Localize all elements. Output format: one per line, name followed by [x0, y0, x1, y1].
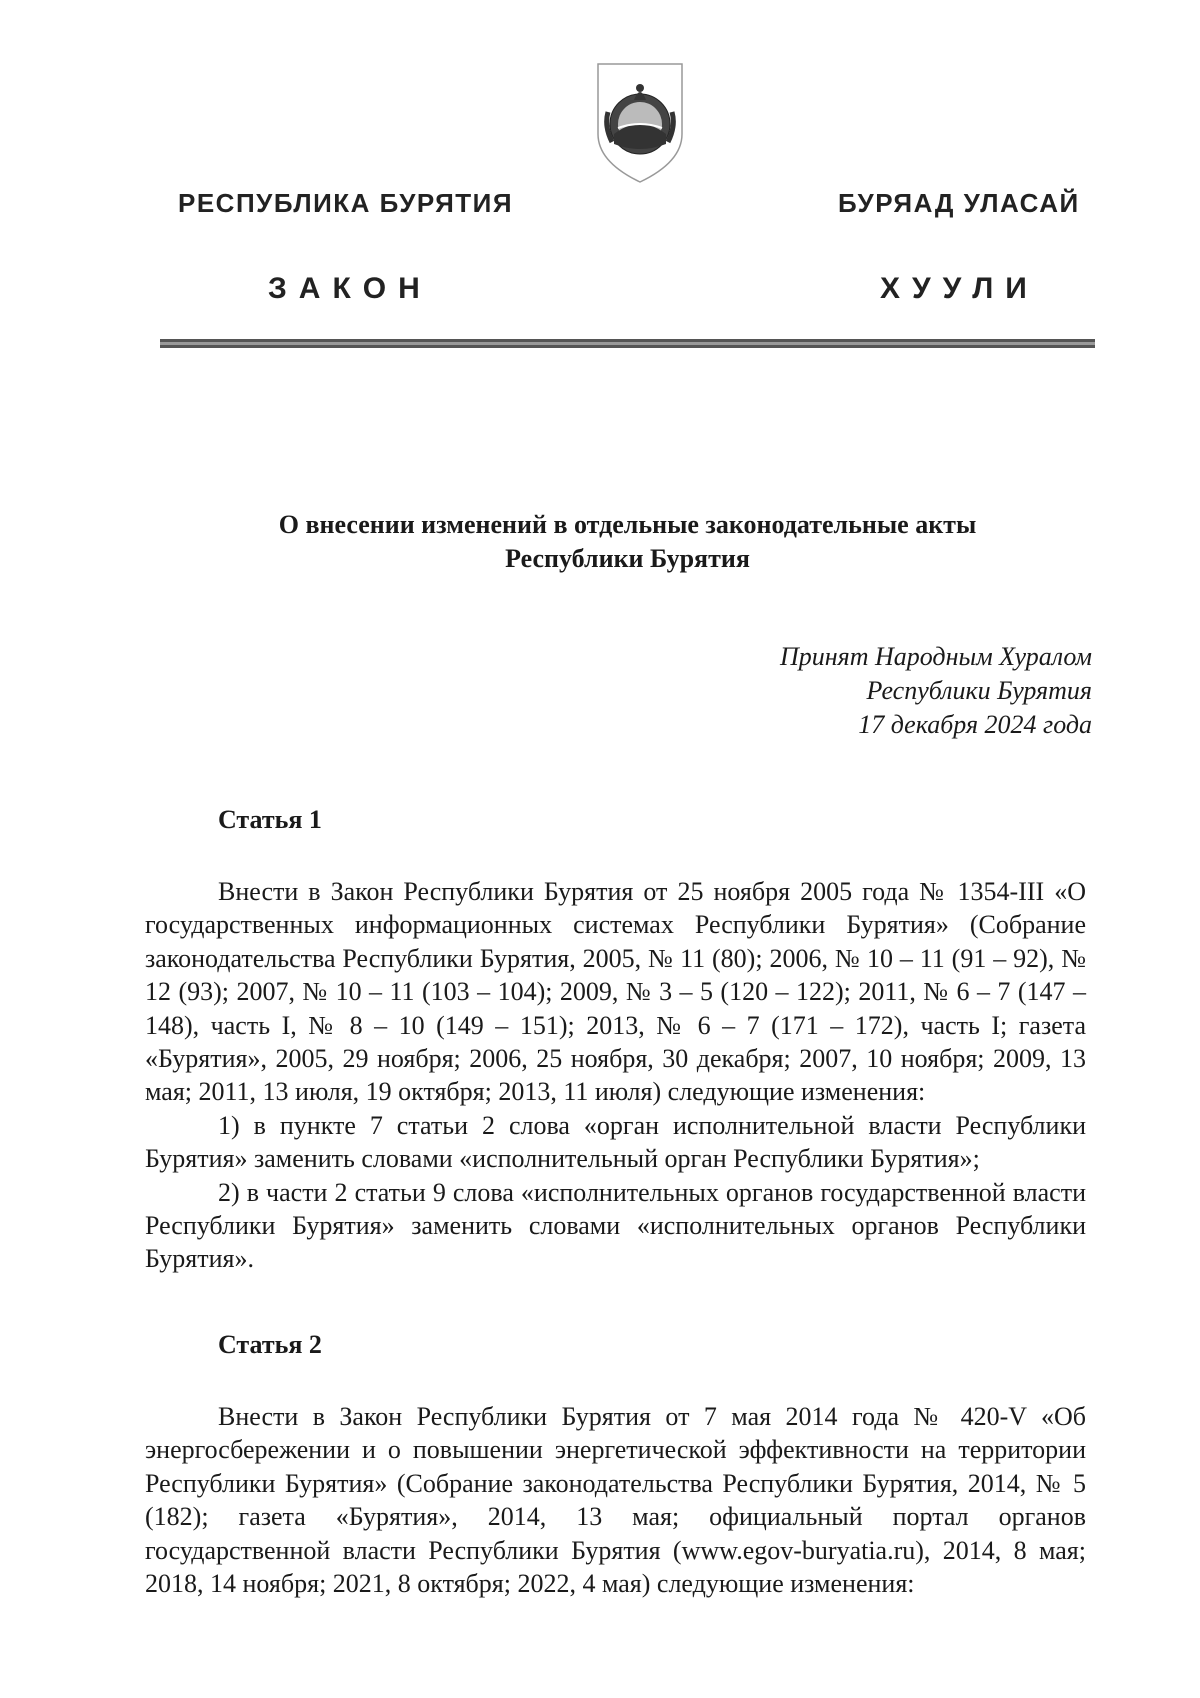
republic-title-ru: РЕСПУБЛИКА БУРЯТИЯ [178, 188, 514, 218]
document-title-line2: Республики Бурятия [505, 544, 750, 573]
document-title [160, 508, 1095, 576]
law-label-bua: ХУУЛИ [880, 272, 1039, 305]
article-1-body [145, 875, 1086, 1276]
adoption-line2: Республики Бурятия [866, 676, 1092, 705]
article-1-paragraph: Внести в Закон Республики Бурятия от 25 ноября 2005 года № 1354-III «О государственных информационных системах Республики Бурятия» (Собрание законодательства Республики Бурятия, 2005, № 11 (80); 2006, № 10 – 11 (91 – 92), № 12 (93); 2007, № 10 – 11 (103 – 104); 2009, № 3 – 5 (120 – 122); 2011, № 6 – 7 (147 – 148), часть I, № 8 – 10 (149 – 151); 2013, № 6 – 7 (171 – 172), часть I; газета «Бурятия», 2005, 29 ноября; 2006, 25 ноября, 30 декабря; 2007, 10 ноября; 2009, 13 мая; 2011, 13 июля, 19 октября; 2013, 11 июля) следующие изменения: [145, 877, 1086, 1107]
coat-of-arms-icon [594, 62, 686, 184]
adoption-date: 17 декабря 2024 года [858, 710, 1092, 739]
article-1-item-1: 1) в пункте 7 статьи 2 слова «орган исполнительной власти Республики Бурятия» заменить словами «исполнительный орган Республики Бурятия»; [145, 1110, 1086, 1174]
article-1-heading: Статья 1 [218, 805, 322, 834]
article-2-body [145, 1400, 1086, 1600]
adoption-note [780, 640, 1092, 742]
article-1-item-2: 2) в части 2 статьи 9 слова «исполнительных органов государственной власти Республики Бурятия» заменить словами «исполнительных органов Республики Бурятия». [145, 1177, 1086, 1274]
article-2-heading: Статья 2 [218, 1330, 322, 1359]
document-title-line1: О внесении изменений в отдельные законодательные акты [278, 510, 977, 539]
header-divider [160, 339, 1095, 348]
law-label-ru: ЗАКОН [268, 272, 432, 305]
adoption-line1: Принят Народным Хуралом [779, 642, 1092, 671]
article-2-paragraph: Внести в Закон Республики Бурятия от 7 мая 2014 года № 420-V «Об энергосбережении и о повышении энергетической эффективности на территории Республики Бурятия» (Собрание законодательства Республики Бурятия, 2014, № 5 (182); газета «Бурятия», 2014, 13 мая; официальный портал органов государственной власти Республики Бурятия (www.egov-buryatia.ru), 2014, 8 мая; 2018, 14 ноября; 2021, 8 октября; 2022, 4 мая) следующие изменения: [145, 1402, 1086, 1599]
republic-title-bua: БУРЯАД УЛАСАЙ [838, 188, 1080, 218]
